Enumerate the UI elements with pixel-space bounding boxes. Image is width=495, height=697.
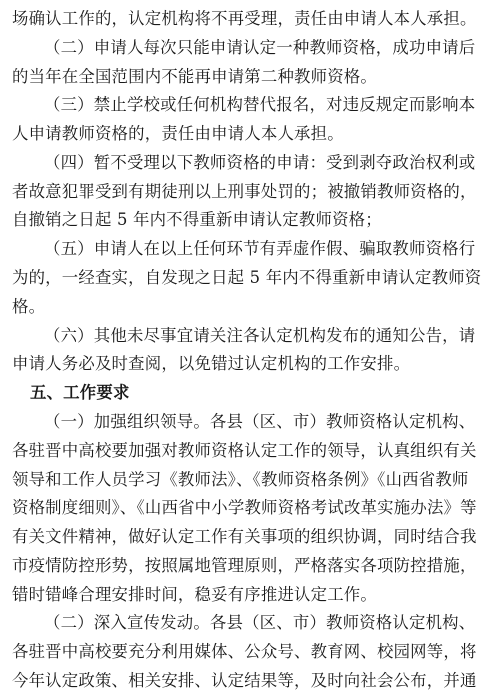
paragraph-line: 市疫情防控形势，按照属地管理原则，严格落实各项防控措施， — [12, 555, 477, 575]
paragraph-line: 的当年在全国范围内不能再申请第二种教师资格。 — [12, 66, 377, 86]
paragraph-line: 错时错峰合理安排时间，稳妥有序推进认定工作。 — [12, 584, 377, 604]
paragraph-line: （二）申请人每次只能申请认定一种教师资格，成功申请后 — [44, 37, 476, 57]
paragraph-line: 格。 — [12, 296, 46, 316]
paragraph-line: 各驻晋中高校要充分利用媒体、公众号、教育网、校园网等，将 — [12, 642, 477, 662]
paragraph-line: 各驻晋中高校要加强对教师资格认定工作的领导，认真组织有关 — [12, 440, 477, 460]
paragraph-line: 领导和工作人员学习《教师法》、《教师资格条例》《山西省教师 — [12, 469, 469, 489]
paragraph-line: （六）其他未尽事宜请关注各认定机构发布的通知公告，请 — [44, 325, 476, 345]
paragraph-line: （五）申请人在以上任何环节有弄虚作假、骗取教师资格行 — [44, 239, 476, 259]
paragraph-line: 人申请教师资格的，责任由申请人本人承担。 — [12, 124, 344, 144]
section-heading: 五、工作要求 — [30, 383, 130, 403]
paragraph-line: 场确认工作的，认定机构将不再受理，责任由申请人本人承担。 — [12, 9, 477, 28]
paragraph-line: 为的，一经查实，自发现之日起 5 年内不得重新申请认定教师资 — [12, 268, 482, 288]
paragraph-line: （四）暂不受理以下教师资格的申请：受到剥夺政治权利或 — [44, 152, 476, 172]
paragraph-line: 申请人务必及时查阅，以免错过认定机构的工作安排。 — [12, 354, 411, 374]
paragraph-line: （一）加强组织领导。各县（区、市）教师资格认定机构、 — [44, 411, 476, 431]
paragraph-line: （三）禁止学校或任何机构替代报名，对违反规定而影响本 — [44, 95, 476, 115]
paragraph-line: 今年认定政策、相关安排、认定结果等，及时向社会公布，并通 — [12, 671, 477, 690]
paragraph-line: （二）深入宣传发动。各县（区、市）教师资格认定机构、 — [44, 613, 476, 633]
paragraph-line: 者故意犯罪受到有期徒刑以上刑事处罚的；被撤销教师资格的， — [12, 181, 477, 201]
paragraph-line: 自撤销之日起 5 年内不得重新申请认定教师资格； — [12, 210, 382, 230]
paragraph-line: 有关文件精神，做好认定工作有关事项的组织协调，同时结合我 — [12, 527, 477, 547]
paragraph-line: 资格制度细则》、《山西省中小学教师资格考试改革实施办法》等 — [12, 498, 477, 518]
